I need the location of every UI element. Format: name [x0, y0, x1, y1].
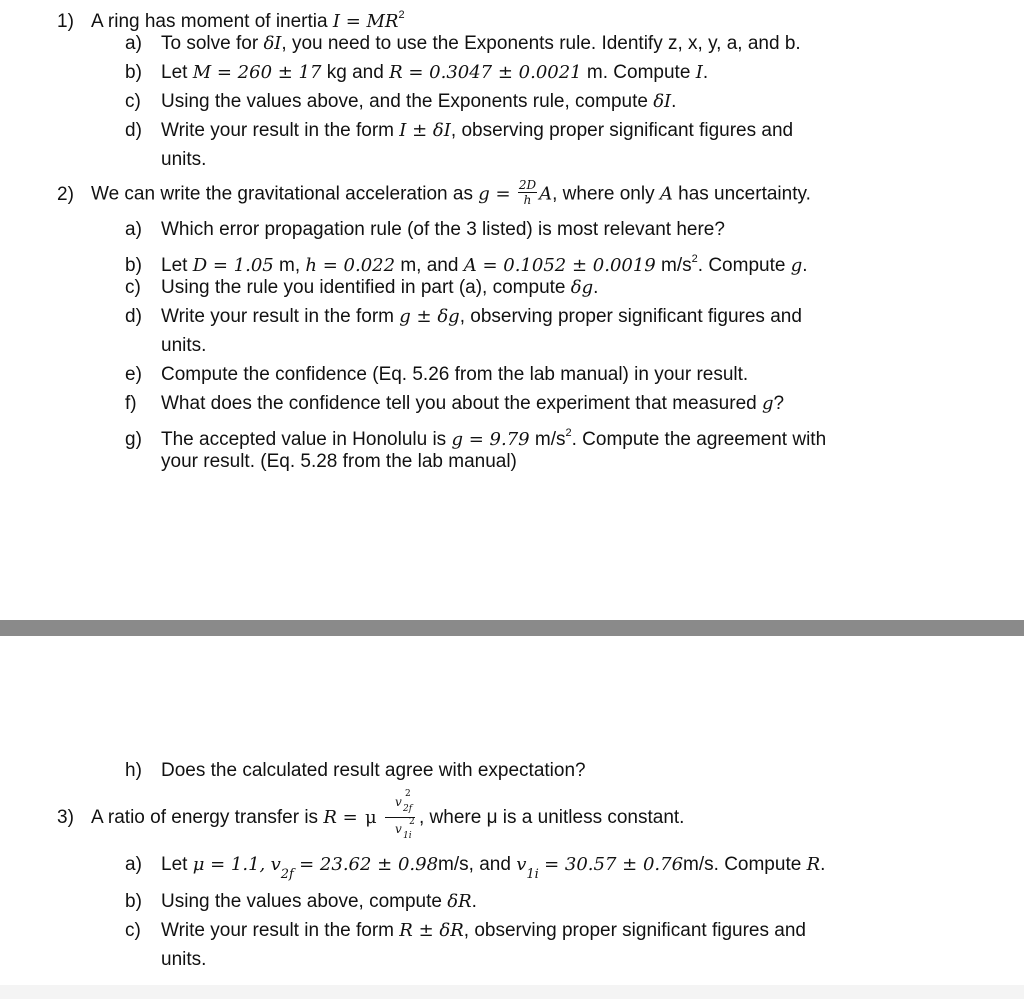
page-break-bar — [0, 620, 1024, 636]
q3-item-c: c) Write your result in the form R ± δR, observing proper significant figures and — [125, 920, 806, 941]
question-1-stem: 1) A ring has moment of inertia $I = MR^2$ — [57, 9, 405, 32]
q2-item-d: d) Write your result in the form g ± δg, observing proper significant figures and — [125, 306, 802, 327]
inertia-formula: I = MR — [332, 11, 399, 32]
question-2-stem: 2) We can write the gravitational acceleration as g = $\frac{2D}{h}$ A, where only A has uncertainty. — [57, 178, 811, 207]
question-number: 1) — [57, 11, 74, 32]
q2-item-g: g) The accepted value in Honolulu is g = 9.79 $m/s^2$. Compute the agreement with — [125, 427, 827, 450]
q2-item-f: f) What does the confidence tell you about the experiment that measured g? — [125, 393, 785, 414]
q1-item-d: d) Write your result in the form I ± δI, observing proper significant figures and — [125, 120, 794, 141]
q2-item-b: b) Let D = 1.05 m, h = 0.022 m, and A = 0.1052 ± 0.0019 $m/s^2$. Compute g. — [125, 253, 808, 276]
q1-item-c: c) Using the values above, and the Exponents rule, compute δI. — [125, 91, 677, 112]
velocity-ratio-fraction: μ v 2f 2 v 1i 2 — [364, 789, 415, 841]
q1-item-a: a) To solve for δI, you need to use the Exponents rule. Identify z, x, y, a, and b. — [125, 33, 801, 54]
question-number: 2) — [57, 183, 74, 205]
q1-item-d-continuation: units. — [161, 149, 207, 170]
q3-item-b: b) Using the values above, compute δR. — [125, 891, 477, 912]
q2-item-g-continuation: your result. (Eq. 5.28 from the lab manual) — [161, 451, 517, 472]
page-bottom-edge — [0, 985, 1024, 999]
fraction-2d-over-h: $\frac{2D}{h}$ — [518, 178, 537, 207]
q2-item-c: c) Using the rule you identified in part (a), compute δg. — [125, 277, 599, 298]
q1-item-b: b) Let M = 260 ± 17 kg and R = 0.3047 ± 0.0021 m. Compute I. — [125, 62, 709, 83]
q3-item-a: a) Let μ = 1.1, $v_{2f} = 23.62 \pm 0.98m/s$, and $v_{1i} = 30.57 \pm 0.76m/s$. Compute R. — [125, 854, 826, 882]
q2-item-h: h) Does the calculated result agree with expectation? — [125, 760, 586, 781]
q3-item-c-continuation: units. — [161, 949, 207, 970]
q2-item-a: a) Which error propagation rule (of the 3 listed) is most relevant here? — [125, 219, 725, 240]
q2-item-d-continuation: units. — [161, 335, 207, 356]
question-number: 3) — [57, 807, 74, 828]
question-3-stem: 3) A ratio of energy transfer is R = μ v 2f 2 v 1i 2 , where μ is a unitless constant. — [57, 789, 685, 841]
q2-item-e: e) Compute the confidence (Eq. 5.26 from the lab manual) in your result. — [125, 364, 749, 385]
